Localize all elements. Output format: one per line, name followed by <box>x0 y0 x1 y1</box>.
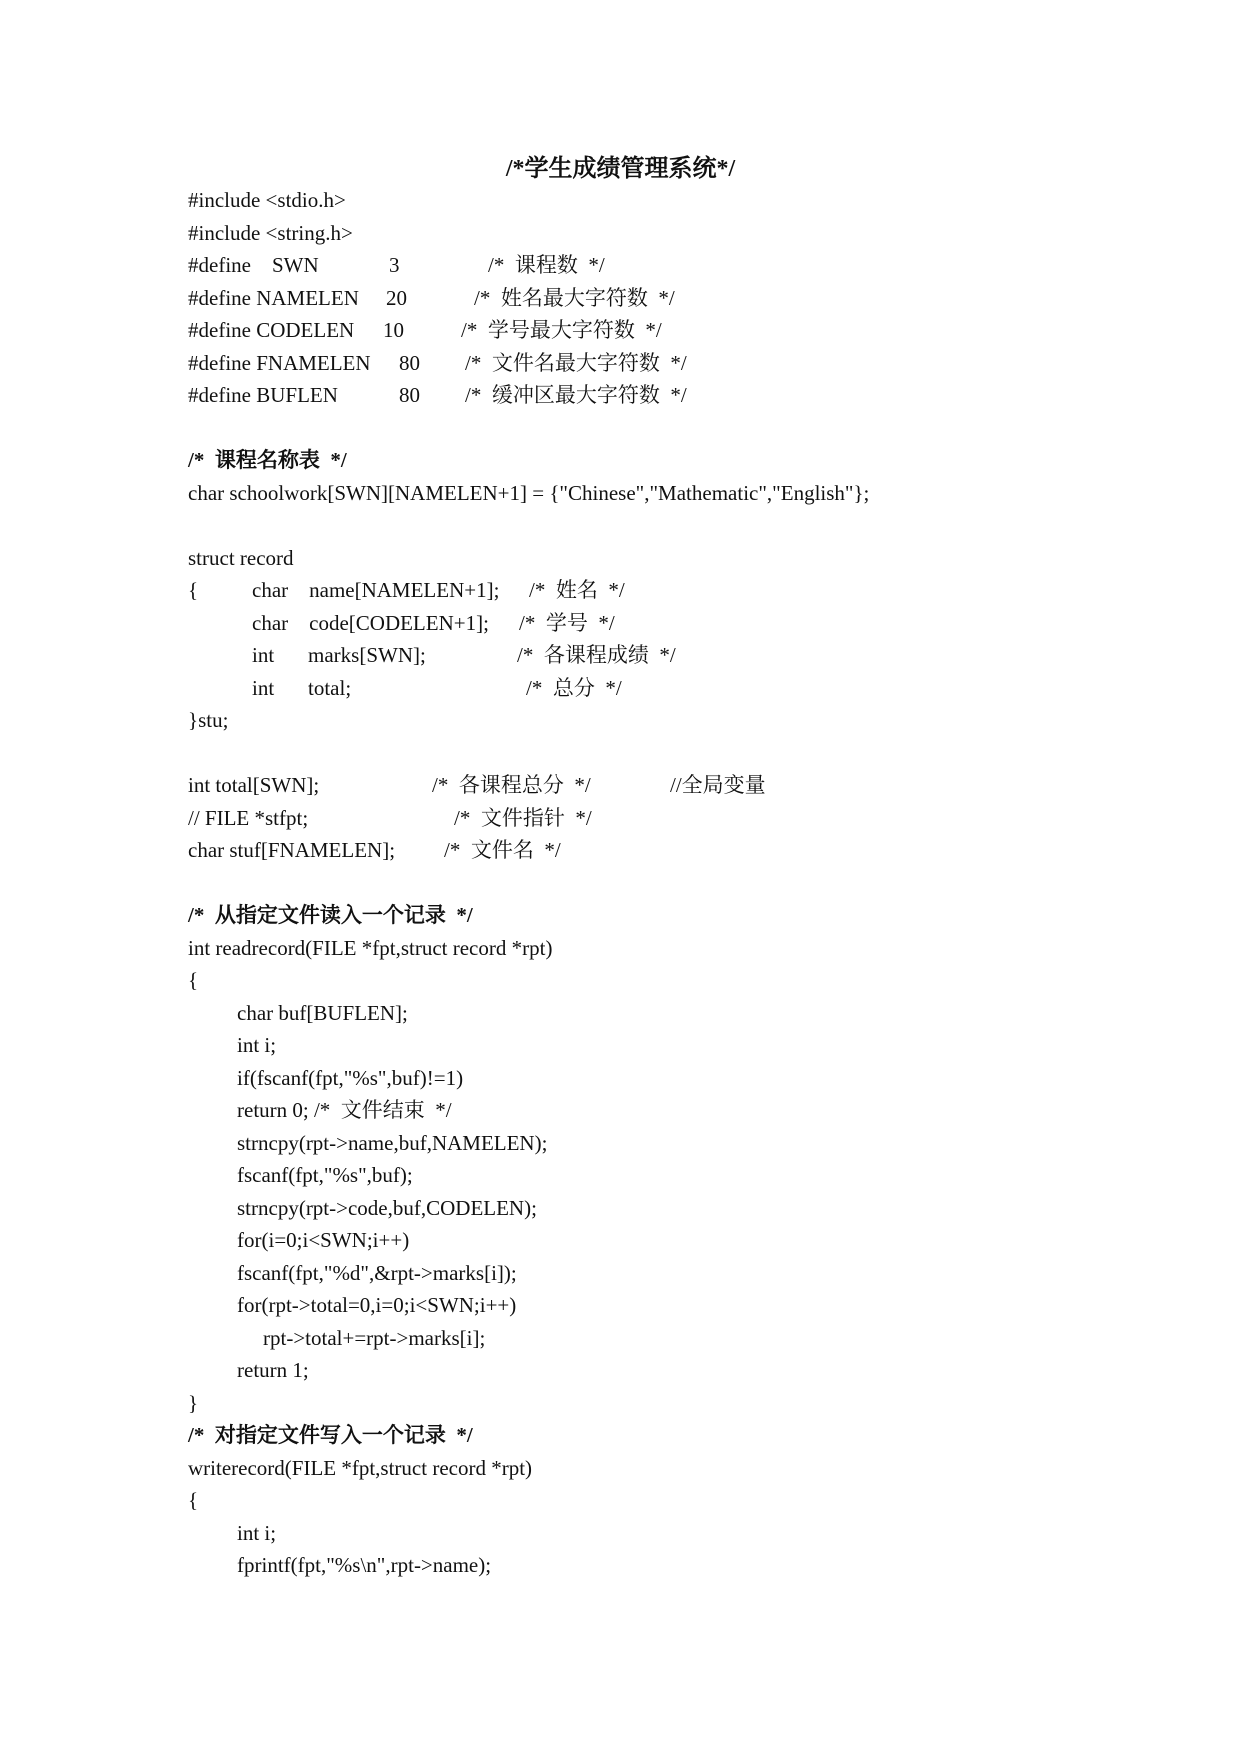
code-line <box>188 607 1188 640</box>
document-title: /*学生成绩管理系统*/ <box>505 156 736 182</box>
code-segment: 3 <box>389 253 400 277</box>
code-line <box>188 412 1188 445</box>
code-segment: #define NAMELEN <box>188 285 359 310</box>
code-segment: /* 各课程成绩 */ <box>517 643 676 667</box>
code-line <box>188 1192 1188 1225</box>
code-line <box>188 379 1188 412</box>
code-segment: int <box>252 643 275 667</box>
code-line <box>188 574 1188 607</box>
code-segment: #define BUFLEN <box>188 383 338 407</box>
code-segment: strncpy(rpt->name,buf,NAMELEN); <box>237 1130 548 1155</box>
code-listing <box>188 184 1188 1582</box>
code-segment: /* 总分 */ <box>526 675 622 700</box>
code-segment: /* 从指定文件读入一个记录 */ <box>188 903 473 927</box>
code-line <box>188 1484 1188 1517</box>
code-line <box>188 1387 1188 1420</box>
code-line <box>188 1549 1188 1582</box>
code-segment: /* 姓名 */ <box>529 578 625 602</box>
code-segment: for(rpt->total=0,i=0;i<SWN;i++) <box>237 1293 517 1317</box>
code-line <box>188 997 1188 1030</box>
code-segment: #define FNAMELEN <box>188 350 371 375</box>
code-line <box>188 672 1188 705</box>
comment-heading-line <box>188 1419 1188 1452</box>
code-line <box>188 1257 1188 1290</box>
code-line <box>188 704 1188 737</box>
code-segment: /* 课程名称表 */ <box>188 448 347 472</box>
code-line <box>188 477 1188 510</box>
code-segment: char code[CODELEN+1]; <box>252 610 489 635</box>
code-line <box>188 184 1188 217</box>
code-line <box>188 1094 1188 1127</box>
code-segment: /* 文件指针 */ <box>454 805 592 830</box>
code-segment: writerecord(FILE *fpt,struct record *rpt) <box>188 1455 533 1480</box>
code-line <box>188 1159 1188 1192</box>
code-line <box>188 347 1188 380</box>
code-segment: /* 学号 */ <box>519 610 615 635</box>
code-line <box>188 1224 1188 1257</box>
code-line <box>188 932 1188 965</box>
comment-heading-line <box>188 444 1188 477</box>
code-segment: return 1; <box>237 1358 309 1382</box>
code-line <box>188 314 1188 347</box>
code-segment: /* 对指定文件写入一个记录 */ <box>188 1423 473 1447</box>
code-line <box>188 834 1188 867</box>
code-segment: /* 文件名 */ <box>444 838 561 862</box>
code-segment: int i; <box>237 1520 277 1545</box>
code-segment: return 0; /* 文件结束 */ <box>237 1098 452 1122</box>
code-line <box>188 1517 1188 1550</box>
code-line <box>188 867 1188 900</box>
code-line <box>188 249 1188 282</box>
code-line <box>188 1127 1188 1160</box>
code-line <box>188 1322 1188 1355</box>
code-segment: /* 文件名最大字符数 */ <box>465 350 687 375</box>
code-line <box>188 509 1188 542</box>
code-line <box>188 542 1188 575</box>
code-segment: char buf[BUFLEN]; <box>237 1000 408 1025</box>
code-line <box>188 1354 1188 1387</box>
code-segment: } <box>188 1390 199 1415</box>
code-line <box>188 282 1188 315</box>
code-segment: 80 <box>399 350 420 375</box>
code-segment: int i; <box>237 1033 277 1057</box>
code-line <box>188 802 1188 835</box>
code-segment: int <box>252 675 275 700</box>
code-line <box>188 217 1188 250</box>
code-segment: rpt->total+=rpt->marks[i]; <box>263 1325 486 1350</box>
code-segment: /* 课程数 */ <box>488 253 605 277</box>
code-segment: /* 各课程总分 */ <box>432 773 591 797</box>
code-segment: { <box>188 1488 199 1512</box>
code-line <box>188 639 1188 672</box>
code-segment: }stu; <box>188 708 229 732</box>
code-segment: /* 学号最大字符数 */ <box>461 318 662 342</box>
code-segment: 80 <box>399 383 420 407</box>
code-line <box>188 1452 1188 1485</box>
code-segment: fscanf(fpt,"%d",&rpt->marks[i]); <box>237 1260 517 1285</box>
code-segment: //全局变量 <box>670 773 766 797</box>
code-segment: int readrecord(FILE *fpt,struct record *rpt) <box>188 935 553 960</box>
code-segment: char schoolwork[SWN][NAMELEN+1] = {"Chinese","Mathematic","English"}; <box>188 480 870 505</box>
code-segment: strncpy(rpt->code,buf,CODELEN); <box>237 1195 537 1220</box>
code-segment: #define CODELEN <box>188 318 355 342</box>
code-segment: marks[SWN]; <box>308 643 426 667</box>
code-segment: 10 <box>383 318 404 342</box>
code-segment: int total[SWN]; <box>188 773 320 797</box>
code-segment: fscanf(fpt,"%s",buf); <box>237 1163 413 1187</box>
code-segment: if(fscanf(fpt,"%s",buf)!=1) <box>237 1065 464 1090</box>
code-segment: char name[NAMELEN+1]; <box>252 578 500 602</box>
code-segment: // FILE *stfpt; <box>188 805 309 830</box>
code-segment: /* 缓冲区最大字符数 */ <box>465 383 687 407</box>
code-segment: fprintf(fpt,"%s\n",rpt->name); <box>237 1553 492 1577</box>
code-line <box>188 1289 1188 1322</box>
code-line <box>188 964 1188 997</box>
code-segment: for(i=0;i<SWN;i++) <box>237 1228 410 1252</box>
comment-heading-line <box>188 899 1188 932</box>
code-segment: /* 姓名最大字符数 */ <box>474 285 675 310</box>
code-segment: { <box>188 968 199 992</box>
code-segment: char stuf[FNAMELEN]; <box>188 838 396 862</box>
code-segment: { <box>188 578 199 602</box>
code-segment: total; <box>308 675 352 700</box>
code-line <box>188 737 1188 770</box>
code-segment: 20 <box>386 285 407 310</box>
code-line <box>188 1062 1188 1095</box>
code-segment: struct record <box>188 545 294 570</box>
code-segment: #include <stdio.h> <box>188 188 346 212</box>
code-line <box>188 1029 1188 1062</box>
code-segment: #define SWN <box>188 253 319 277</box>
code-segment: #include <string.h> <box>188 220 353 245</box>
code-line <box>188 769 1188 802</box>
